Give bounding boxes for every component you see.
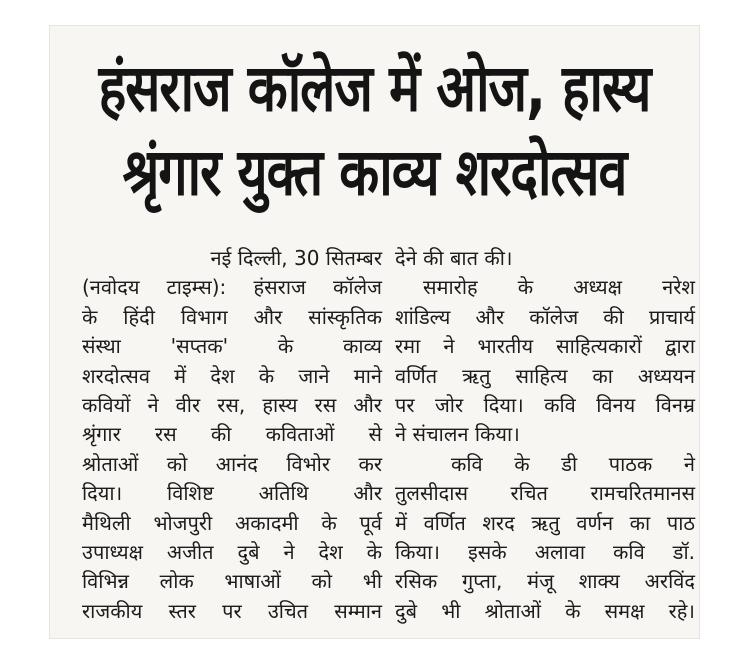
text-line: श्रोताओं को आनंद विभोर कर xyxy=(82,451,382,476)
headline-line-1: हंसराज कॉलेज में ओज, हास्य xyxy=(98,51,651,127)
text-line: दुबे भी श्रोताओं के समक्ष रहे। xyxy=(395,598,695,623)
text-line: रसिक गुप्ता, मंजू शाक्य अरविंद xyxy=(395,569,695,594)
text-line: दिया। विशिष्ट अतिथि और xyxy=(82,481,382,506)
article-column-left xyxy=(82,244,382,626)
headline xyxy=(50,51,699,211)
text-line: श्रृंगार रस की कविताओं से xyxy=(82,422,382,447)
text-line: शरदोत्सव में देश के जाने माने xyxy=(82,363,382,388)
text-line: शांडिल्य और कॉलेज की प्राचार्य xyxy=(395,304,695,329)
text-line: मैथिली भोजपुरी अकादमी के पूर्व xyxy=(82,510,382,535)
text-line: उपाध्यक्ष अजीत दुबे ने देश के xyxy=(82,539,382,564)
text-line: वर्णित ऋतु साहित्य का अध्ययन xyxy=(395,363,695,388)
text-line: कवियों ने वीर रस, हास्य रस और xyxy=(82,392,382,417)
text-line: (नवोदय टाइम्स): हंसराज कॉलेज xyxy=(82,275,382,300)
text-line: रमा ने भारतीय साहित्यकारों द्वारा xyxy=(395,334,695,359)
text-line: किया। इसके अलावा कवि डॉ. xyxy=(395,539,695,564)
text-line: कवि के डी पाठक ने xyxy=(451,451,695,476)
text-line: विभिन्न लोक भाषाओं को भी xyxy=(82,569,382,594)
text-line: समारोह के अध्यक्ष नरेश xyxy=(423,275,695,300)
text-line: तुलसीदास रचित रामचरितमानस xyxy=(395,481,695,506)
text-line: में वर्णित शरद ऋतु वर्णन का पाठ xyxy=(395,510,695,535)
text-line: देने की बात की। xyxy=(395,246,513,270)
text-line: ने संचालन किया। xyxy=(395,422,520,447)
newspaper-clipping xyxy=(50,26,699,638)
article-column-right xyxy=(395,244,695,626)
text-line: पर जोर दिया। कवि विनय विनम्र xyxy=(395,392,695,417)
text-line: राजकीय स्तर पर उचित सम्मान xyxy=(82,598,382,623)
headline-line-2: श्रृंगार युक्त काव्य शरदोत्सव xyxy=(122,135,627,211)
text-line: संस्था 'सप्तक' के काव्य xyxy=(82,334,382,359)
text-line: के हिंदी विभाग और सांस्कृतिक xyxy=(82,304,382,329)
text-line: नई दिल्ली, 30 सितम्बर xyxy=(210,246,382,270)
